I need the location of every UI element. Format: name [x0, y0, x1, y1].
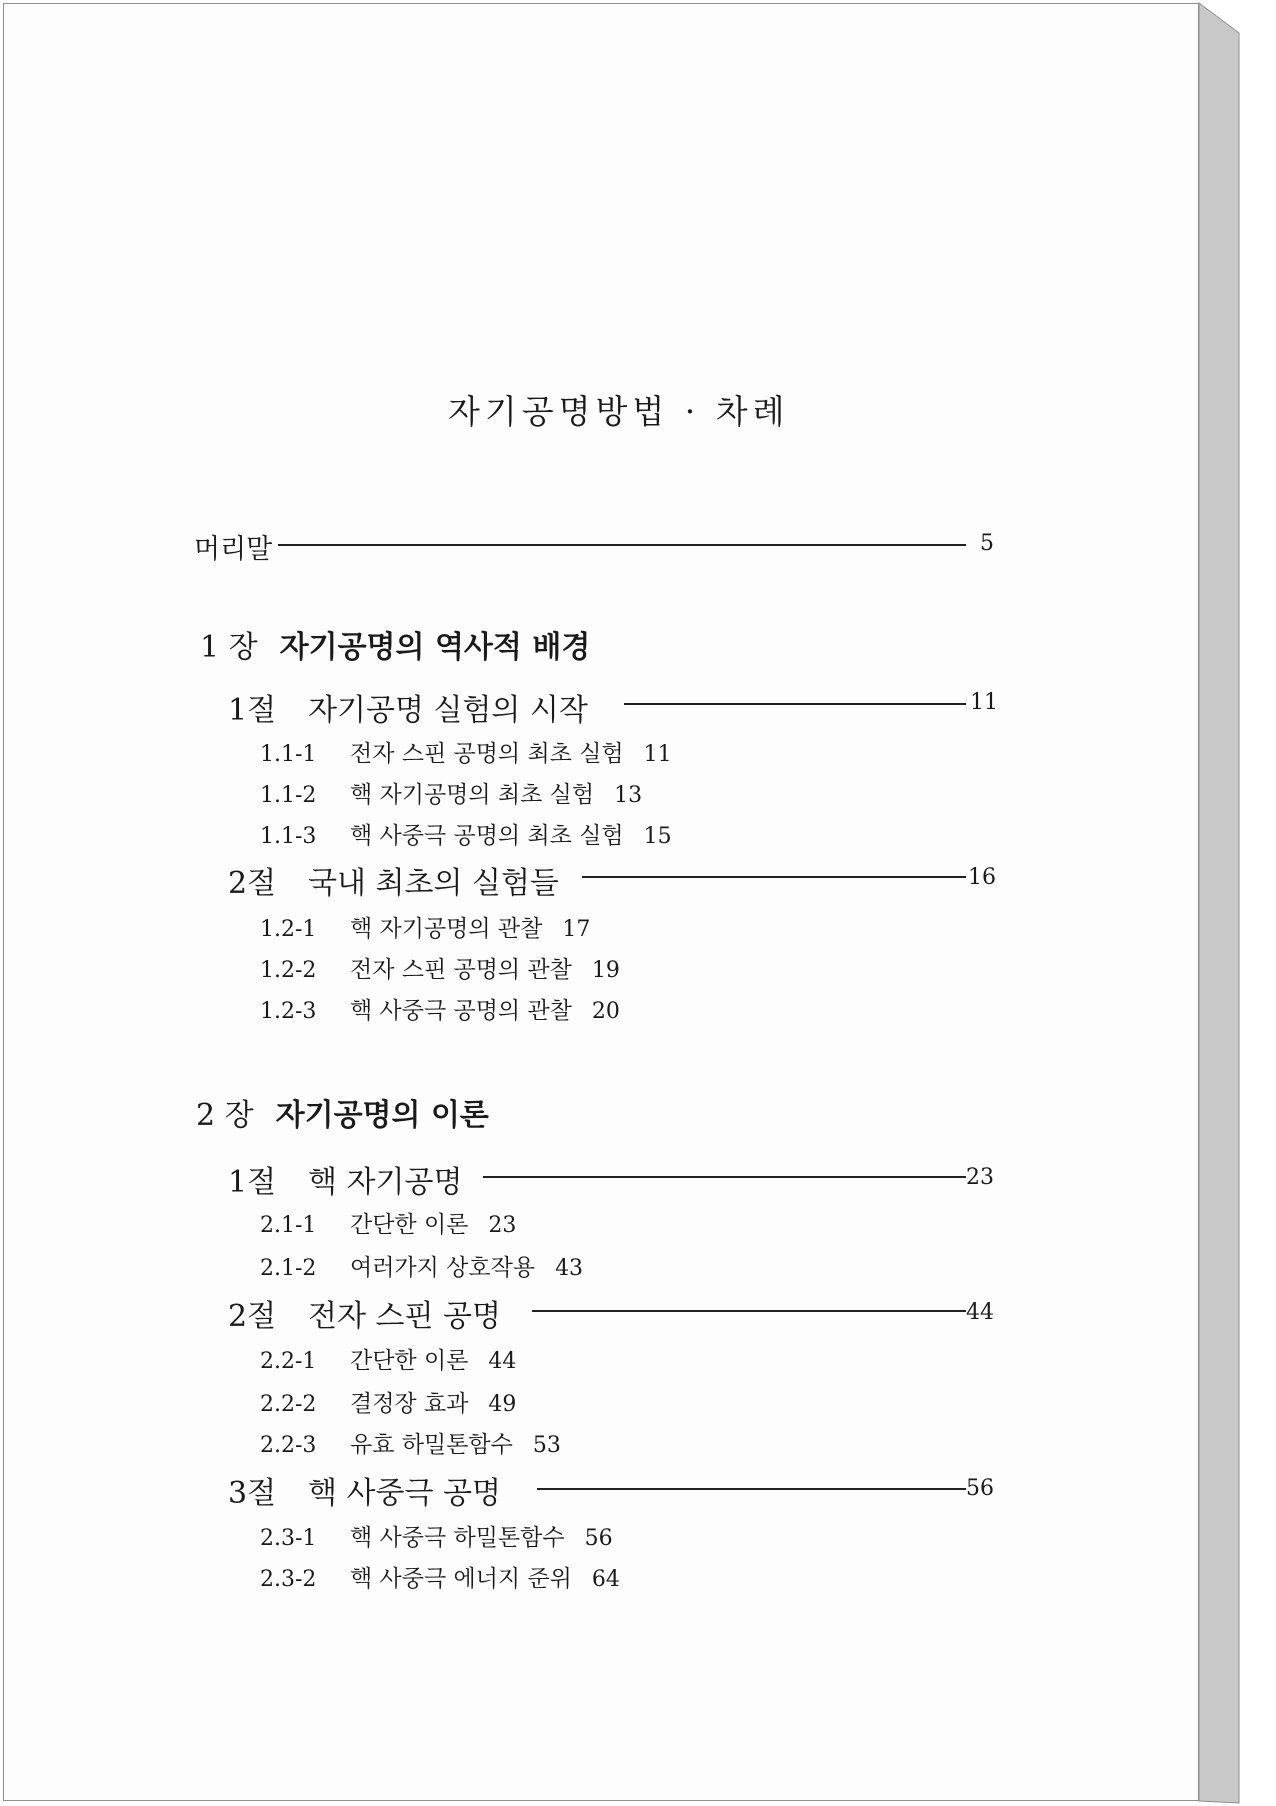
item-title: 핵 자기공명의 관찰	[350, 916, 543, 942]
item-title: 핵 자기공명의 최초 실험	[350, 782, 595, 808]
item-page: 44	[488, 1349, 517, 1374]
item-title: 간단한 이론	[350, 1212, 469, 1238]
item-page: 43	[555, 1256, 584, 1281]
book-side-edge	[1199, 3, 1273, 1803]
item-title: 전자 스핀 공명의 최초 실험	[350, 741, 624, 767]
section-title: 자기공명 실험의 시작	[308, 693, 588, 728]
section-title: 핵 사중극 공명	[308, 1476, 501, 1511]
section-title: 국내 최초의 실험들	[308, 866, 559, 901]
item-title: 핵 사중극 공명의 관찰	[350, 998, 572, 1024]
chapter-2-number: 2 장	[196, 1098, 254, 1133]
item-2.1-2-row[interactable]	[260, 1249, 583, 1282]
item-number: 1.1-1	[260, 742, 317, 767]
chapter-2-title: 자기공명의 이론	[275, 1098, 489, 1133]
item-page: 64	[591, 1567, 620, 1592]
item-number: 1.1-3	[260, 824, 317, 849]
section-number: 2절	[228, 866, 277, 901]
section-2-1-page: 23	[966, 1165, 994, 1190]
item-page: 20	[591, 999, 620, 1024]
item-number: 2.2-2	[260, 1392, 317, 1417]
section-2-3-row[interactable]	[228, 1468, 501, 1512]
item-page: 49	[488, 1392, 517, 1417]
preface-row[interactable]	[194, 527, 272, 566]
section-2-1-leader-line	[483, 1176, 966, 1178]
section-2-2-row[interactable]	[228, 1291, 501, 1335]
section-1-1-leader-line	[624, 703, 966, 705]
section-2-3-leader-line	[537, 1488, 966, 1490]
section-2-2-leader-line	[532, 1310, 966, 1312]
section-number: 1절	[228, 693, 277, 728]
section-1-2-row[interactable]	[228, 858, 559, 902]
item-2.3-1-row[interactable]	[260, 1519, 613, 1552]
item-title: 핵 사중극 에너지 준위	[350, 1566, 572, 1592]
chapter-2-heading[interactable]	[196, 1090, 489, 1134]
item-2.2-1-row[interactable]	[260, 1342, 516, 1375]
item-number: 2.1-2	[260, 1256, 317, 1281]
item-number: 2.2-3	[260, 1433, 317, 1458]
item-page: 53	[532, 1433, 561, 1458]
section-1-1-row[interactable]	[228, 685, 588, 729]
item-title: 핵 사중극 공명의 최초 실험	[350, 823, 624, 849]
section-1-2-leader-line	[582, 876, 966, 878]
section-1-1-page: 11	[970, 690, 998, 715]
preface-leader-line	[278, 544, 966, 546]
section-number: 3절	[228, 1476, 277, 1511]
section-title: 핵 자기공명	[308, 1165, 463, 1200]
item-2.3-2-row[interactable]	[260, 1560, 620, 1593]
item-1.2-1-row[interactable]	[260, 910, 590, 943]
section-number: 2절	[228, 1299, 277, 1334]
section-1-2-page: 16	[968, 865, 996, 890]
chapter-1-number: 1 장	[200, 630, 258, 665]
item-1.1-1-row[interactable]	[260, 735, 672, 768]
item-page: 56	[584, 1526, 613, 1551]
section-2-2-page: 44	[966, 1300, 994, 1325]
toc-title: 자기공명방법 · 차례	[448, 392, 790, 431]
item-1.2-2-row[interactable]	[260, 951, 620, 984]
item-title: 핵 사중극 하밀톤함수	[350, 1525, 565, 1551]
item-page: 13	[614, 783, 643, 808]
item-number: 2.2-1	[260, 1349, 317, 1374]
item-number: 2.3-2	[260, 1567, 317, 1592]
item-page: 19	[591, 958, 620, 983]
item-page: 15	[643, 824, 672, 849]
item-title: 결정장 효과	[350, 1391, 469, 1417]
item-2.2-3-row[interactable]	[260, 1426, 561, 1459]
item-1.2-3-row[interactable]	[260, 992, 620, 1025]
item-number: 1.2-1	[260, 917, 317, 942]
item-number: 2.3-1	[260, 1526, 317, 1551]
section-number: 1절	[228, 1165, 277, 1200]
item-2.1-1-row[interactable]	[260, 1206, 516, 1239]
item-title: 유효 하밀톤함수	[350, 1432, 513, 1458]
item-page: 17	[562, 917, 591, 942]
item-number: 1.1-2	[260, 783, 317, 808]
section-title: 전자 스핀 공명	[308, 1299, 501, 1334]
section-2-3-page: 56	[966, 1476, 994, 1501]
preface-label: 머리말	[194, 534, 273, 565]
preface-page: 5	[980, 531, 994, 556]
item-1.1-3-row[interactable]	[260, 817, 672, 850]
item-number: 1.2-3	[260, 999, 317, 1024]
item-number: 1.2-2	[260, 958, 317, 983]
item-title: 간단한 이론	[350, 1348, 469, 1374]
item-1.1-2-row[interactable]	[260, 776, 642, 809]
item-page: 11	[643, 742, 672, 767]
item-number: 2.1-1	[260, 1213, 317, 1238]
item-2.2-2-row[interactable]	[260, 1385, 516, 1418]
section-2-1-row[interactable]	[228, 1157, 462, 1201]
chapter-1-title: 자기공명의 역사적 배경	[279, 630, 591, 665]
item-title: 여러가지 상호작용	[350, 1255, 536, 1281]
chapter-1-heading[interactable]	[200, 622, 590, 666]
item-page: 23	[488, 1213, 517, 1238]
item-title: 전자 스핀 공명의 관찰	[350, 957, 572, 983]
